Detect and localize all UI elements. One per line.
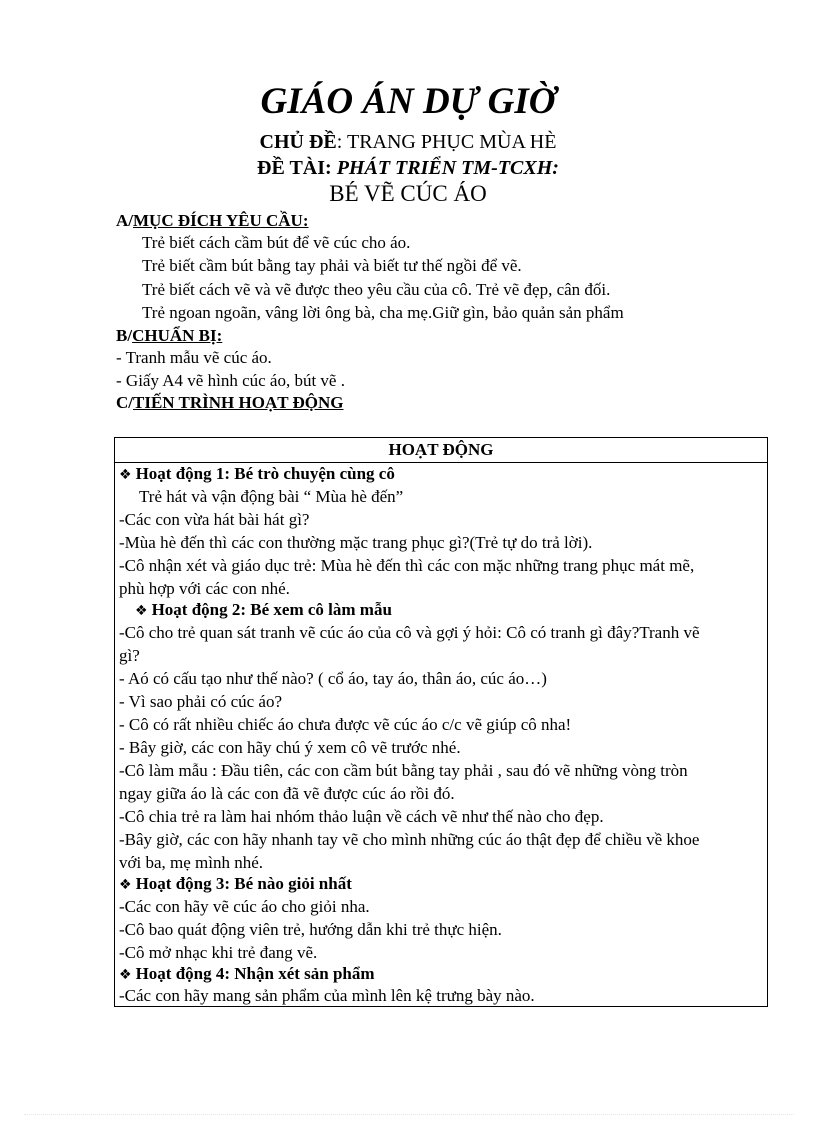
table-row: -Cô bao quát động viên trẻ, hướng dẫn khi trẻ thực hiện. [119,920,502,939]
topic-value: : TRANG PHỤC MÙA HÈ [336,131,557,153]
lesson-plan-title: GIÁO ÁN DỰ GIỜ [260,81,556,122]
topic-label: CHỦ ĐỀ [259,131,337,153]
table-row: - Vì sao phải có cúc áo? [119,692,283,711]
section-c-title: TIẾN TRÌNH HOẠT ĐỘNG [133,393,344,412]
table-row: -Các con hãy vẽ cúc áo cho giỏi nha. [119,897,370,916]
activity-heading-2: ❖ Hoạt động 2: Bé xem cô làm mẫu [135,600,392,619]
table-row: - Cô có rất nhiều chiếc áo chưa được vẽ cúc áo c/c vẽ giúp cô nha! [119,715,572,734]
section-b-heading: B/CHUẨN BỊ: [116,326,223,345]
table-row: Trẻ hát và vận động bài “ Mùa hè đến” [139,487,404,506]
bullet-diamond-icon: ❖ [119,877,132,893]
table-row: -Các con hãy mang sản phẩm của mình lên kệ trưng bày nào. [119,986,535,1005]
section-a-heading: A/MỤC ĐÍCH YÊU CẦU: [116,211,309,230]
section-a-line: Trẻ biết cầm bút bằng tay phải và biết tư thế ngồi để vẽ. [142,256,522,275]
bullet-diamond-icon: ❖ [119,467,132,483]
table-row: với ba, mẹ mình nhé. [119,853,264,872]
table-row: phù hợp với các con nhé. [119,579,290,598]
subject-value: PHÁT TRIỂN TM-TCXH: [336,157,559,179]
section-b-line: - Giấy A4 vẽ hình cúc áo, bút vẽ . [116,371,345,390]
table-row: -Bây giờ, các con hãy nhanh tay vẽ cho mình những cúc áo thật đẹp để chiều về khoe [119,830,700,849]
subject-label: ĐỀ TÀI [257,157,326,179]
lesson-subtitle: BÉ VẼ CÚC ÁO [329,181,487,206]
table-row: -Cô chia trẻ ra làm hai nhóm thảo luận về cách vẽ như thế nào cho đẹp. [119,807,604,826]
section-b-line: - Tranh mẫu vẽ cúc áo. [116,348,272,367]
section-b-title: CHUẨN BỊ: [132,326,223,345]
section-a-title: MỤC ĐÍCH YÊU CẦU: [133,211,309,230]
table-row: -Cô làm mẫu : Đầu tiên, các con cầm bút bằng tay phải , sau đó vẽ những vòng tròn [119,761,688,780]
page-bottom-divider [24,1114,794,1115]
table-row: -Các con vừa hát bài hát gì? [119,510,310,529]
table-row: -Cô mở nhạc khi trẻ đang vẽ. [119,943,318,962]
table-row: - Aó có cấu tạo như thế nào? ( cổ áo, tay áo, thân áo, cúc áo…) [119,669,547,688]
table-row: - Bây giờ, các con hãy chú ý xem cô vẽ trước nhé. [119,738,461,757]
table-row: -Mùa hè đến thì các con thường mặc trang phục gì?(Trẻ tự do trả lời). [119,533,593,552]
activity-table [114,437,768,1007]
section-c-heading: C/TIẾN TRÌNH HOẠT ĐỘNG [116,393,344,412]
section-a-line: Trẻ biết cách cầm bút để vẽ cúc cho áo. [142,233,411,252]
table-row: -Cô cho trẻ quan sát tranh vẽ cúc áo của cô và gợi ý hỏi: Cô có tranh gì đây?Tranh vẽ [119,623,700,642]
table-row: -Cô nhận xét và giáo dục trẻ: Mùa hè đến thì các con mặc những trang phục mát mẽ, [119,556,695,575]
topic-line [0,129,816,155]
table-row: gì? [119,646,140,665]
table-header: HOẠT ĐỘNG [115,438,767,463]
subject-line: ĐỀ TÀI: PHÁT TRIỂN TM-TCXH: [257,157,559,179]
activity-heading-3: ❖ Hoạt động 3: Bé nào giỏi nhất [119,874,352,893]
section-a-line: Trẻ ngoan ngoãn, vâng lời ông bà, cha mẹ.Giữ gìn, bảo quản sản phẩm [142,303,624,322]
table-row: ngay giữa áo là các con đã vẽ được cúc áo rồi đó. [119,784,455,803]
bullet-diamond-icon: ❖ [119,967,132,983]
section-a-line: Trẻ biết cách vẽ và vẽ được theo yêu cầu của cô. Trẻ vẽ đẹp, cân đối. [142,280,611,299]
activity-heading-1: ❖ Hoạt động 1: Bé trò chuyện cùng cô [119,464,395,483]
activity-heading-4: ❖ Hoạt động 4: Nhận xét sản phẩm [119,964,375,983]
bullet-diamond-icon: ❖ [135,603,148,619]
